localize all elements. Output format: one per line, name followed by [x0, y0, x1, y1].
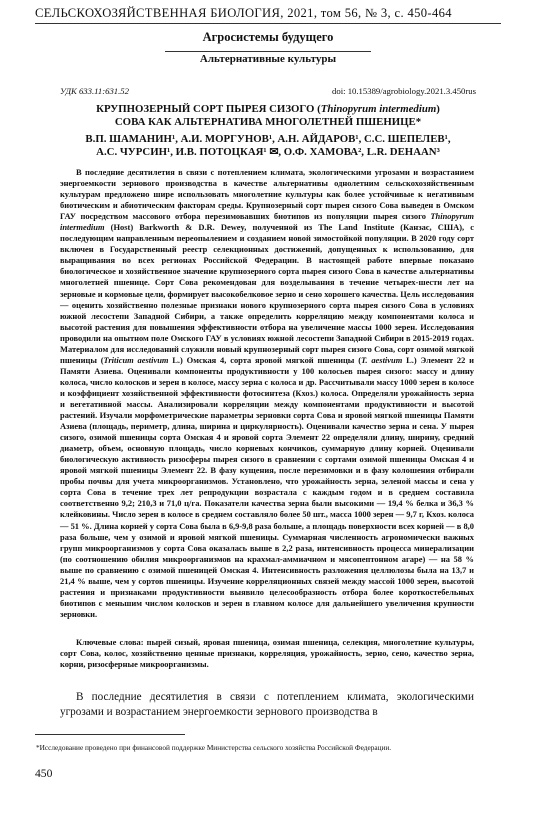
title-line2: СОВА КАК АЛЬТЕРНАТИВА МНОГОЛЕТНЕЙ ПШЕНИЦЕ*	[114, 116, 422, 128]
author-list	[40, 133, 496, 159]
title-line1-end: )	[436, 103, 440, 115]
article-title	[40, 103, 496, 129]
authors-line2: А.С. ЧУРСИН¹, И.В. ПОТОЦКАЯ¹ ✉, О.Ф. ХАМОВА², L.R. DEHAAN³	[96, 146, 440, 158]
keywords: Ключевые слова: пырей сизый, яровая пшеница, озимая пшеница, селекция, многолетние культуры, сорт Сова, колос, хозяйственно ценные признаки, корреляция, урожайность, зерно, сено, качество зерна, корни, ризосферные микроорганизмы.	[60, 637, 474, 670]
journal-header: СЕЛЬСКОХОЗЯЙСТВЕННАЯ БИОЛОГИЯ, 2021, том 56, № 3, с. 450-464	[35, 6, 452, 20]
section-heading: Агросистемы будущего	[202, 30, 334, 44]
udk-code: УДК 633.11:631.52	[60, 86, 129, 96]
footnote: *Исследование проведено при финансовой поддержке Министерства сельского хозяйства Российской Федерации.	[36, 743, 392, 752]
abstract-species-3: T. aestivum	[361, 354, 403, 365]
title-line1-start: КРУПНОЗЕРНЫЙ СОРТ ПЫРЕЯ СИЗОГО (	[96, 103, 321, 115]
authors-line1: В.П. ШАМАНИН¹, А.И. МОРГУНОВ¹, А.Н. АЙДАРОВ¹, С.С. ШЕПЕЛЕВ¹,	[85, 133, 451, 145]
page-number: 450	[35, 767, 53, 780]
abstract-text-1: В последние десятилетия в связи с потеплением климата, экологическими угрозами и возрастанием энергоемкости зернового производства в качестве альтернативы однолетним сельскохозяйственным культурам предложено шире использовать многолетние культуры как более устойчивые к негативным биотическим и абиотическим факторам среды. Крупнозерный сорт пырея сизого Сова выведен в Омском ГАУ посредством массового отбора перезимовавших биотипов из популяции пырея сизого	[60, 167, 474, 222]
abstract	[60, 167, 474, 620]
abstract-text-3: L.) Омская 4, сорта яровой мягкой пшеницы (	[168, 354, 362, 365]
abstract-text-4: L.) Элемент 22 и Памяти Азиева. Оценивали компоненты продуктивности у 100 колосьев пырея сизого: массу и длину колоса, число колосков и зерен в колосе, массу зерна с колоса и др. Рассчитывали массу 1000 зерен в колосе и коэффициент хозяйственной эффективности фотосинтеза (Кхоз.) колоса. Определяли урожайность зерна и вегетативной массы. Анализировали корреляции между компонентами продуктивности и высотой растений. Изучали морфометрические параметры зерновки сорта Сова и яровой мягкой пшеницы Памяти Азиева (площадь, периметр, длина, ширина и циркулярность). Оценивали качество зерна и сена. У пырея сизого, озимой пшеницы сорта Омская 4 и яровой сорта Элемент 22 определяли длину, ширину, средний диаметр, объем, основную площадь, число корневых кончиков, суммарную длину корней. Оценивали биологическую активность ризосферы пырея сизого в сравнении с сортами озимой пшеницы Омская 4 и яровой мягкой пшеницы Элемент 22. В фазу кущения, после перезимовки и в фазу колошения отбирали пробы почвы для учета микроорганизмов. Установлено, что урожайность зерна, зеленой массы и сена у сорта Сова в течение трех лет репродукции возрастала с каждым годом и в среднем составила соответственно 9,2; 210,3 и 71,0 ц/га. Показатели качества зерна были высокими — 19,4 % белка и 36,3 % клейковины. Число зерен в колосе в среднем составляло более 50 шт., масса 1000 зерен — 9,7 г, Кхоз. колоса — 51 %. Длина корней у сорта Сова была в 6,9-9,8 раза больше, а площадь поверхности всех корней — в 8,0 раза больше, чем у озимой и яровой мягкой пшеницы. Суммарная численность агрономически важных групп микроорганизмов у сорта Сова оказалась выше в 2,2 раза, интенсивность процесса минерализации (по соотношению обилия микроорганизмов на крахмал-аммиачном и мясопептонном агаре) — на 58 % выше по сравнению с озимой пшеницей Омская 4. Интенсивность разложения целлюлозы была на 13,7 и 21,4 % выше, чем у сортов пшеницы. Изучение корреляционных связей между массой 1000 зерен, высотой растения и признаками продуктивности выявило целесообразность отбора более короткостебельных биотипов с меньшим числом колосков и зерен в главном колосе для дальнейшего увеличения крупности зерновки.	[60, 354, 474, 619]
header-rule	[35, 23, 501, 24]
footnote-rule	[35, 734, 185, 735]
subsection-heading: Альтернативные культуры	[199, 53, 337, 65]
section-rule	[165, 51, 371, 52]
abstract-species: Thinopyrum intermedium	[60, 211, 474, 233]
doi-link[interactable]: doi: 10.15389/agrobiology.2021.3.450rus	[332, 86, 476, 96]
abstract-text-2: (Host) Barkworth & D.R. Dewey, полученной из The Land Institute (Канзас, США), с последующим направленным переопылением и созданием новой зимостойкой популяции. В 2020 году сорт включен в Государственный реестр селекционных достижений, допущенных к использованию, для выращивания во всех регионах Российской Федерации. В настоящей работе впервые показано биологическое и хозяйственное значение крупнозерного сорта пырея сизого Сова в качестве альтернативы многолетней пшенице. Сорт Сова рекомендован для возделывания в течение четырех-шести лет на зерновые и кормовые цели, формирует высокобелковое зерно и сено хорошего качества. Цель исследования — оценить хозяйственно полезные признаки нового крупнозерного сорта пырея сизого Сова в условиях южной лесостепи Западной Сибири, а также определить корреляцию между компонентами колоса и высотой растения для повышения эффективности отбора на увеличение массы 1000 зерен. Исследования проводили на опытном поле Омского ГАУ в условиях южной лесостепи Западной Сибири в 2015-2019 годах. Материалом для исследований служили новый крупнозерный сорт пырея сизого Сова, сорт озимой мягкой пшеницы (	[60, 222, 474, 365]
body-paragraph: В последние десятилетия в связи с потеплением климата, экологическими угрозами и возрастанием энергоемкости зернового производства в	[60, 691, 474, 718]
title-species: Thinopyrum intermedium	[320, 103, 437, 115]
abstract-species-2: Triticum aestivum	[103, 354, 169, 365]
